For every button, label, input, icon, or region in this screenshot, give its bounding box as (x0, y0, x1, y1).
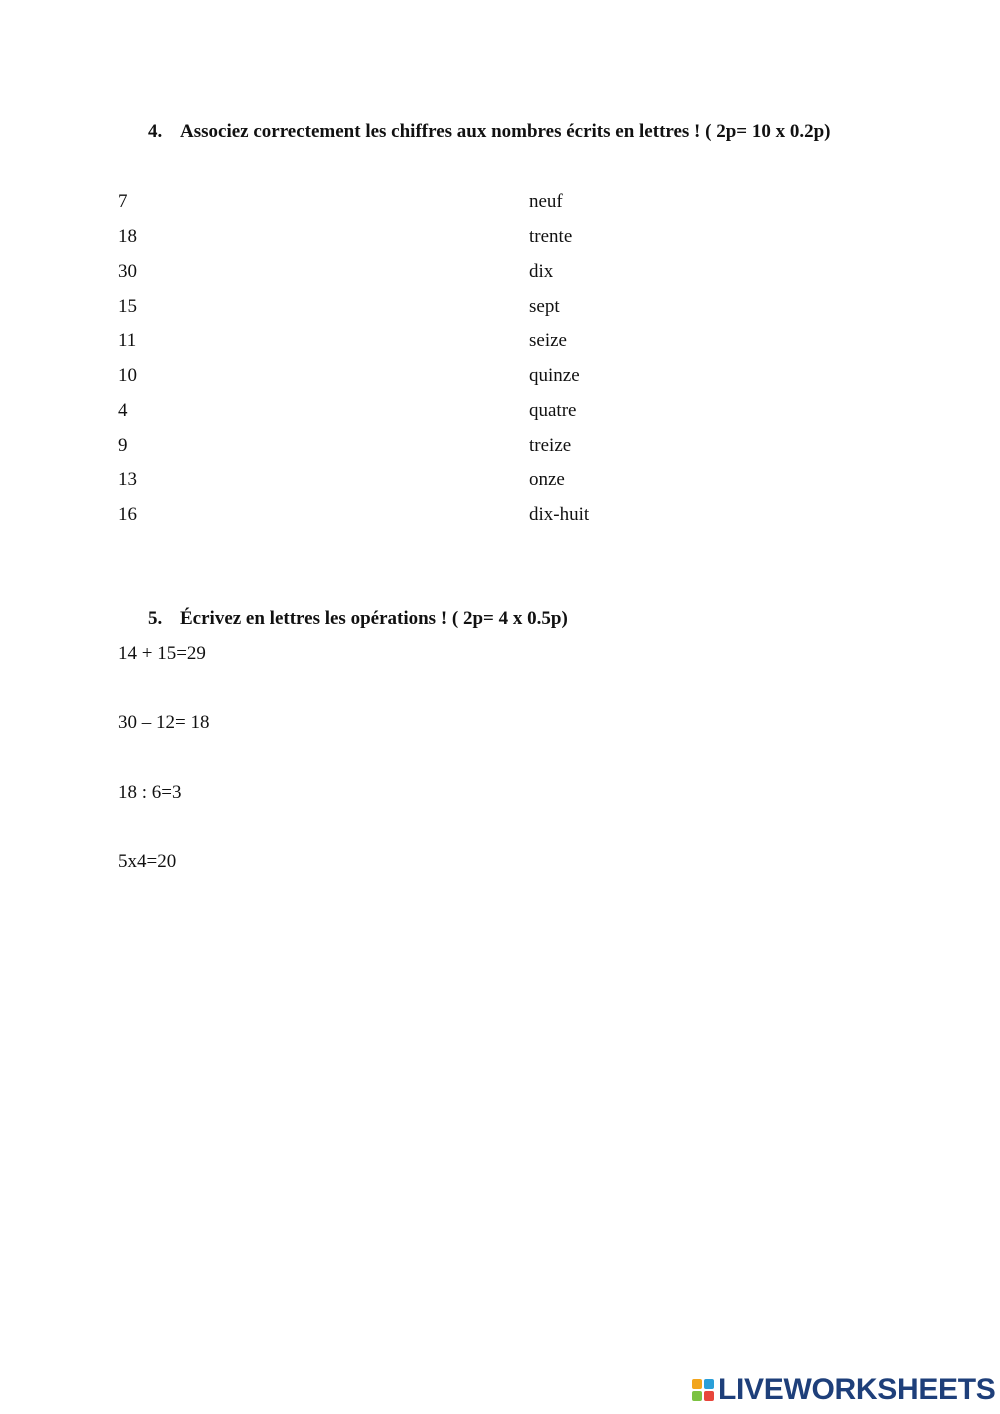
digit-item: 11 (118, 330, 137, 351)
liveworksheets-logo[interactable] (692, 1373, 996, 1406)
operation-item: 30 – 12= 18 (118, 712, 210, 733)
exercise-4-number: 4. (148, 121, 163, 142)
word-item: treize (529, 435, 572, 456)
logo-square (692, 1391, 702, 1401)
logo-square (692, 1379, 702, 1389)
word-item: sept (529, 296, 560, 317)
word-item: dix-huit (529, 504, 590, 525)
digit-item: 7 (118, 191, 128, 212)
word-item: neuf (529, 191, 563, 212)
exercise-5-number: 5. (148, 608, 163, 629)
operation-item: 5x4=20 (118, 851, 177, 872)
exercise-5-title: Écrivez en lettres les opérations ! ( 2p= 4 x 0.5p) (180, 608, 568, 629)
operation-item: 18 : 6=3 (118, 782, 182, 803)
digit-item: 15 (118, 296, 137, 317)
logo-square (704, 1379, 714, 1389)
word-item: quinze (529, 365, 580, 386)
logo-square (704, 1391, 714, 1401)
operation-item: 14 + 15=29 (118, 643, 206, 664)
digit-item: 16 (118, 504, 137, 525)
digit-item: 13 (118, 469, 137, 490)
logo-text: LIVEWORKSHEETS (718, 1373, 996, 1406)
exercise-4-heading (148, 122, 831, 141)
exercise-4-title: Associez correctement les chiffres aux nombres écrits en lettres ! ( 2p= 10 x 0.2p) (180, 121, 831, 142)
exercise-5-heading (148, 609, 568, 628)
word-item: trente (529, 226, 573, 247)
digit-item: 10 (118, 365, 137, 386)
digit-item: 18 (118, 226, 137, 247)
word-item: onze (529, 469, 565, 490)
digit-item: 9 (118, 435, 128, 456)
digit-item: 30 (118, 261, 137, 282)
word-item: dix (529, 261, 554, 282)
word-item: quatre (529, 400, 577, 421)
logo-squares-icon (692, 1379, 714, 1401)
digit-item: 4 (118, 400, 128, 421)
word-item: seize (529, 330, 567, 351)
